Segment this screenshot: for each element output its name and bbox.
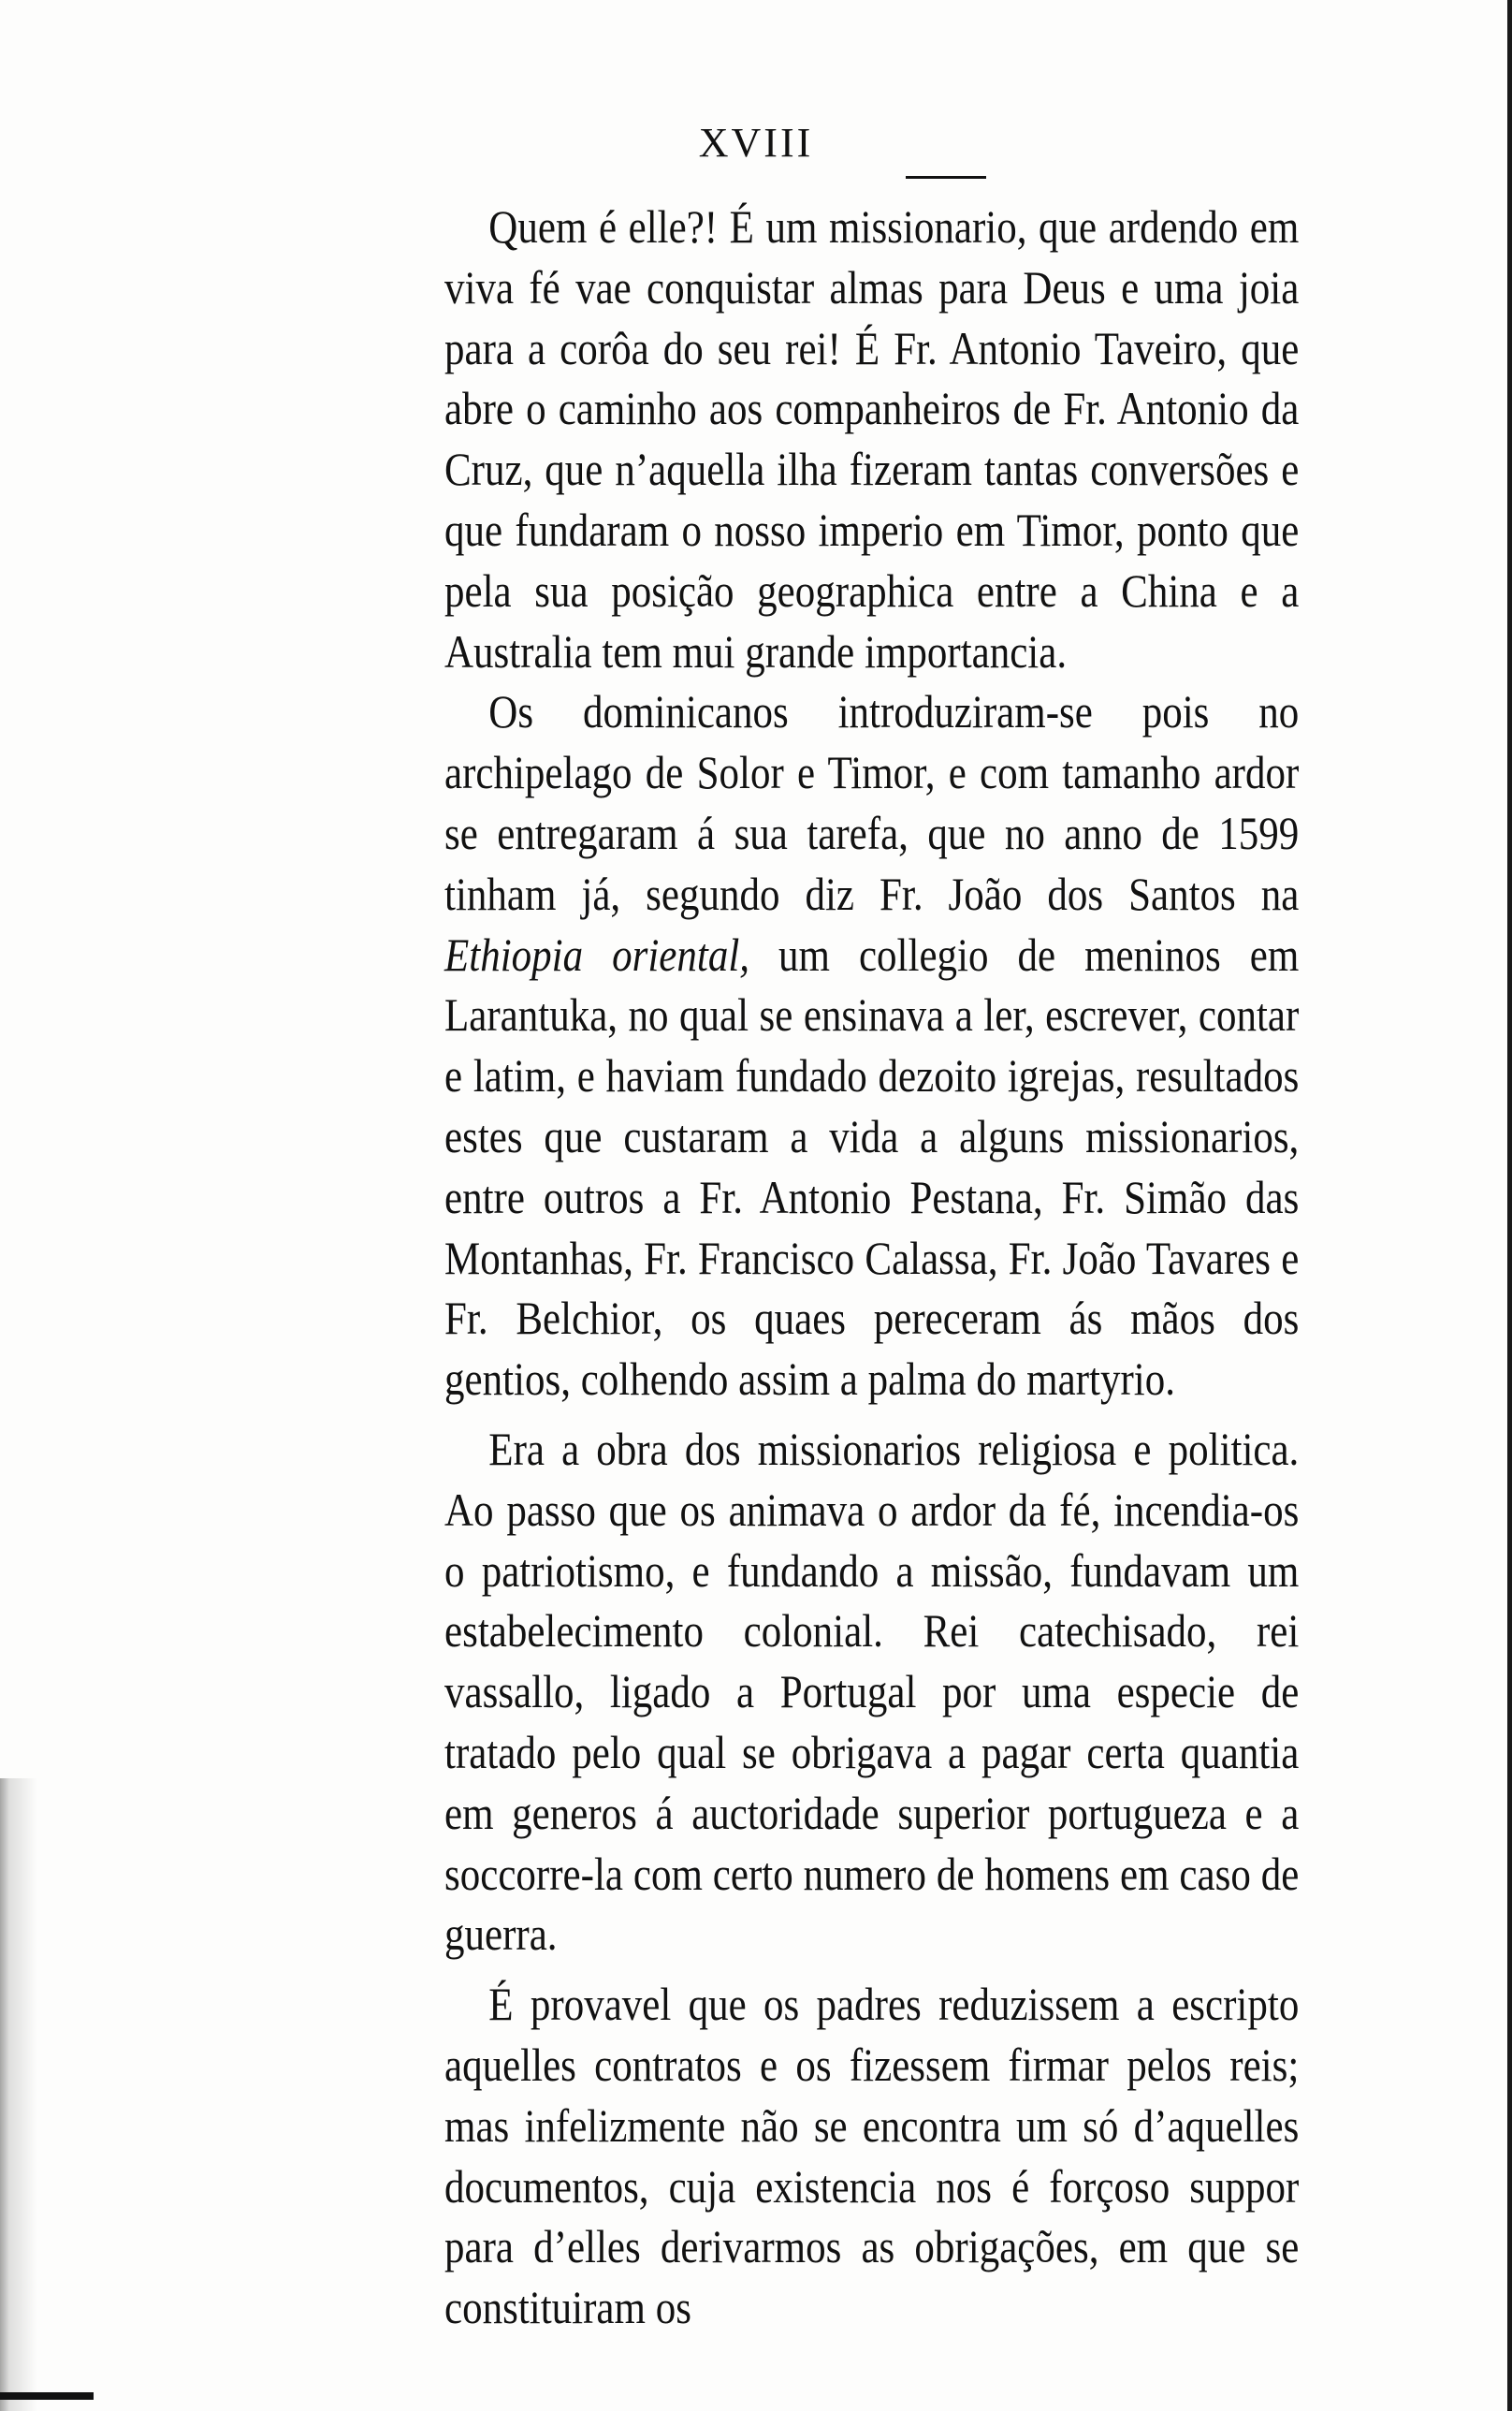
binding-shadow [0,1778,37,2411]
paragraph-1 [444,197,1299,681]
paragraph-4 [444,1974,1299,2338]
book-title-italic: Ethiopia oriental, [444,928,750,981]
paragraph-3-text: Era a obra dos missionarios religiosa e politica. Ao passo que os animava o ardor da fé, incendia-os o patriotismo, e fundando a missão, fundavam um estabelecimento colonial. Rei catechisado, rei vassallo, ligado a Portugal por uma especie de tratado pelo qual se obrigava a pagar certa quantia em generos á auctoridade superior portugueza e a soccorre-la com certo numero de homens em caso de guerra. [444,1422,1300,1961]
paragraph-2-text-end: um collegio de meninos em Larantuka, no qual se ensinava a ler, escrever, contar e latim, e haviam fundado dezoito igrejas, resultados estes que custaram a vida a alguns missionarios, entre outros a Fr. Antonio Pestana, Fr. Simão das Montanhas, Fr. Francisco Calassa, Fr. João Tavares e Fr. Belchior, os quaes pereceram ás mãos dos gentios, colhendo assim a palma do martyrio. [444,928,1300,1406]
binding-mark [0,2392,94,2400]
page-number: XVIII [698,120,814,166]
paragraph-2 [444,681,1299,1410]
page-edge-shadow [1507,0,1512,2411]
paragraph-3 [444,1419,1299,1965]
paragraph-2-text-start: Os dominicanos introduziram-se pois no archipelago de Solor e Timor, e com tamanho ardor se entregaram á sua tarefa, que no anno de 1599 tinham já, segundo diz Fr. João dos Santos na [444,685,1300,920]
paragraph-1-text: Quem é elle?! É um missionario, que ardendo em viva fé vae conquistar almas para Deus e uma joia para a corôa do seu rei! É Fr. Antonio Taveiro, que abre o caminho aos companheiros de Fr. Antonio da Cruz, que n’aquella ilha fizeram tantas conversões e que fundaram o nosso imperio em Timor, ponto que pela sua posição geographica entre a China e a Australia tem mui grande importancia. [444,200,1300,678]
page-number-rule [906,176,986,179]
body-text [444,197,1299,2338]
paragraph-4-text: É provavel que os padres reduzissem a escripto aquelles contratos e os fizessem firmar pelos reis; mas infelizmente não se encontra um só d’aquelles documentos, cuja existencia nos é forçoso suppor para d’elles derivarmos as obrigações, em que se constituiram os [444,1978,1300,2334]
